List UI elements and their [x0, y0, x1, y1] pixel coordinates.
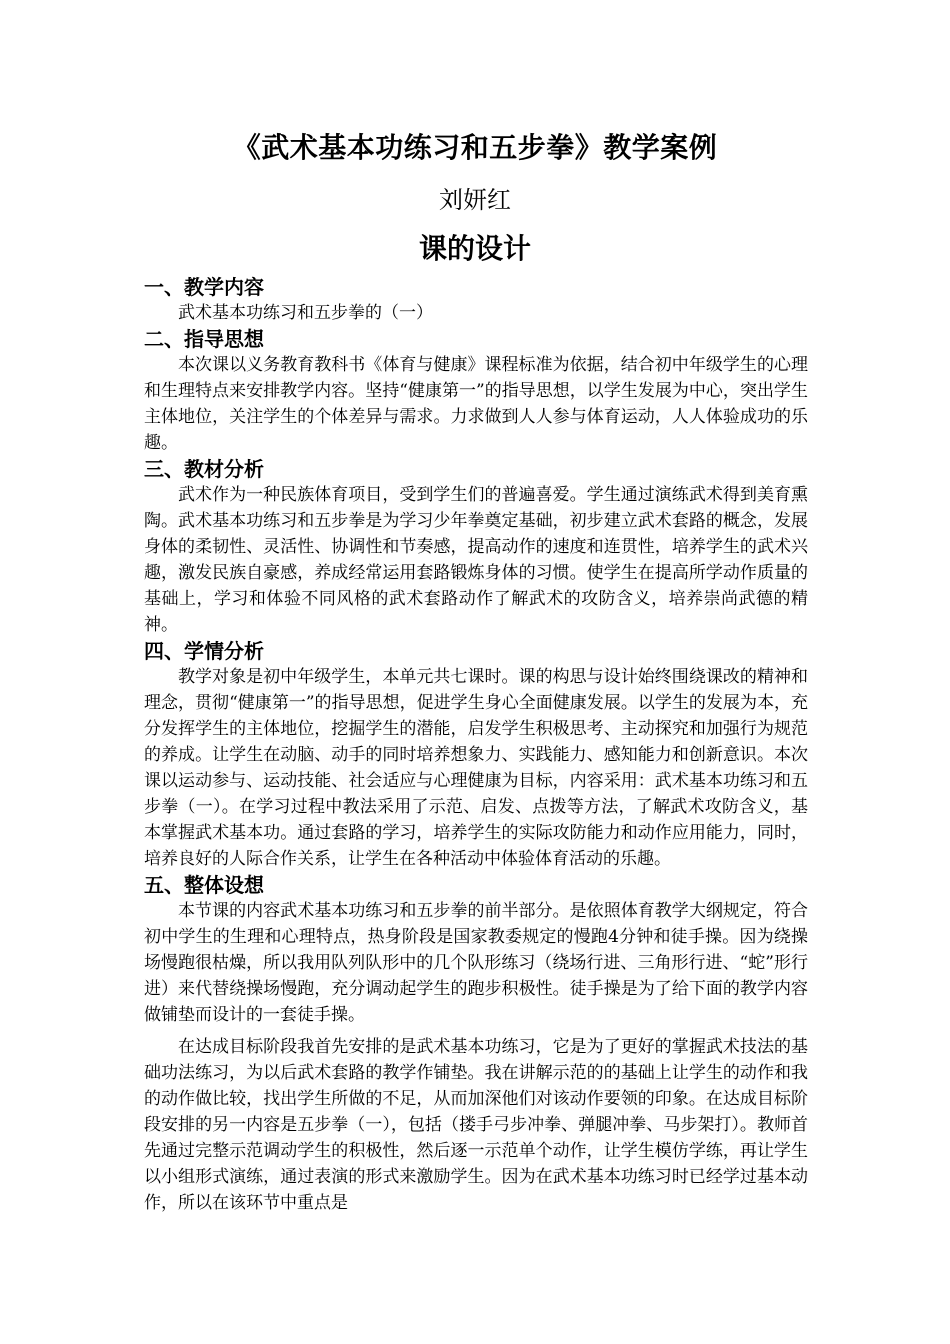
section-title-lesson-design: 课的设计: [418, 232, 531, 265]
document-body: [144, 274, 808, 1216]
document-title: 《武术基本功练习和五步拳》教学案例: [232, 131, 718, 164]
author-name: 刘妍红: [439, 186, 511, 214]
paragraph: 本次课以义务教育教科书《体育与健康》课程标准为依据，结合初中年级学生的心理和生理特点来安排教学内容。坚持“健康第一”的指导思想，以学生发展为中心，突出学生主体地位，关注学生的个体差异与需求。力求做到人人参与体育运动，人人体验成功的乐趣。: [144, 355, 808, 453]
section-heading: 五、整体设想: [144, 873, 264, 897]
section-guiding-ideology: [144, 326, 808, 456]
section-material-analysis: [144, 456, 808, 638]
paragraph: 在达成目标阶段我首先安排的是武术基本功练习，它是为了更好的掌握武术技法的基础功法练习，为以后武术套路的教学作铺垫。我在讲解示范的的基础上让学生的动作和我的动作做比较，找出学生所做的不足，从而加深他们对该动作要领的印象。在达成目标阶段安排的另一内容是五步拳（一），包括（搂手弓步冲拳、弹腿冲拳、马步架打）。教师首先通过完整示范调动学生的积极性，然后逐一示范单个动作，让学生模仿学练，再让学生以小组形式演练，通过表演的形式来激励学生。因为在武术基本功练习时已经学过基本动作，所以在该环节中重点是: [144, 1037, 808, 1213]
section-heading: 一、教学内容: [144, 275, 264, 299]
paragraph: 教学对象是初中年级学生，本单元共七课时。课的构思与设计始终围绕课改的精神和理念，贯彻“健康第一”的指导思想，促进学生身心全面健康发展。以学生的发展为本，充分发挥学生的主体地位，挖掘学生的潜能，启发学生积极思考、主动探究和加强行为规范的养成。让学生在动脑、动手的同时培养想象力、实践能力、感知能力和创新意识。本次课以运动参与、运动技能、社会适应与心理健康为目标，内容采用：武术基本功练习和五步拳（一）。在学习过程中教法采用了示范、启发、点拨等方法，了解武术攻防含义，基本掌握武术基本功。通过套路的学习，培养学生的实际攻防能力和动作应用能力，同时，培养良好的人际合作关系，让学生在各种活动中体验体育活动的乐趣。: [144, 667, 808, 869]
paragraph: 武术作为一种民族体育项目，受到学生们的普遍喜爱。学生通过演练武术得到美育熏陶。武术基本功练习和五步拳是为学习少年拳奠定基础，初步建立武术套路的概念，发展身体的柔韧性、灵活性、协调性和节奏感，提高动作的速度和连贯性，培养学生的武术兴趣，激发民族自豪感，养成经常运用套路锻炼身体的习惯。使学生在提高所学动作质量的基础上，学习和体验不同风格的武术套路动作了解武术的攻防含义，培养崇尚武德的精神。: [144, 485, 808, 635]
section-heading: 三、教材分析: [144, 457, 264, 481]
section-overall-plan: [144, 872, 808, 1216]
paragraph: 武术基本功练习和五步拳的（一）: [178, 303, 433, 323]
section-heading: 二、指导思想: [144, 327, 264, 351]
paragraph: 本节课的内容武术基本功练习和五步拳的前半部分。是依照体育教学大纲规定，符合初中学生的生理和心理特点，热身阶段是国家教委规定的慢跑4分钟和徒手操。因为绕操场慢跑很枯燥，所以我用队列队形中的几个队形练习（绕场行进、三角形行进、“蛇”形行进）来代替绕操场慢跑，充分调动起学生的跑步积极性。徒手操是为了给下面的教学内容做铺垫而设计的一套徒手操。: [144, 901, 808, 1025]
section-teaching-content: [144, 274, 808, 326]
section-heading: 四、学情分析: [144, 639, 264, 663]
section-student-analysis: [144, 638, 808, 872]
